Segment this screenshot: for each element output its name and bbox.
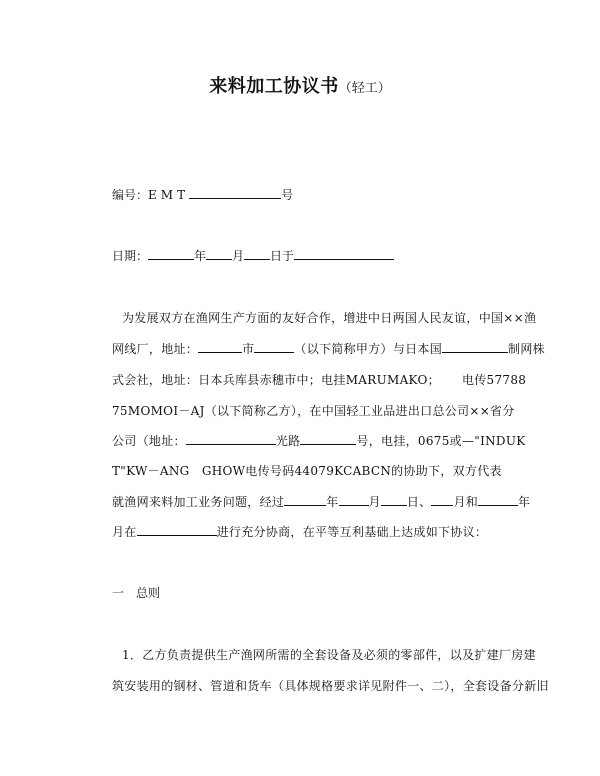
date-day-blank bbox=[244, 247, 270, 260]
date-month-blank bbox=[206, 247, 232, 260]
house-number-blank bbox=[300, 432, 356, 445]
preamble-text: 市 bbox=[242, 342, 255, 356]
preamble-text: 式会社，地址：日本兵库县赤穗市中；电挂MARUMAKO； bbox=[112, 373, 440, 387]
preamble-line-4 bbox=[112, 402, 515, 420]
date-year-blank bbox=[148, 247, 194, 260]
preamble-text: T"KW－ANG GHOW电传号码44079KCABCN的协助下，双方代表 bbox=[112, 464, 502, 478]
preamble-line-1 bbox=[122, 309, 536, 327]
preamble-text: 为发展双方在渔网生产方面的友好合作，增进中日两国人民友谊，中国××渔 bbox=[122, 311, 537, 325]
preamble-text: 号，电挂，0675或—"INDUK bbox=[356, 434, 526, 448]
number-label: 编号： bbox=[112, 188, 149, 202]
preamble-text: 月 bbox=[368, 495, 381, 509]
date-line bbox=[112, 247, 394, 265]
preamble-line-7 bbox=[112, 493, 530, 511]
day-blank-1 bbox=[381, 493, 407, 506]
document-title bbox=[0, 72, 600, 98]
address-blank bbox=[254, 340, 294, 353]
city-blank bbox=[198, 340, 242, 353]
preamble-text: 年 bbox=[326, 495, 339, 509]
date-month-label: 月 bbox=[232, 249, 245, 263]
place-blank bbox=[137, 523, 217, 536]
date-day-label: 日于 bbox=[270, 249, 295, 263]
preamble-text: 月和 bbox=[453, 495, 479, 509]
road-blank bbox=[186, 432, 276, 445]
preamble-text: 光路 bbox=[275, 434, 301, 448]
preamble-text: 75MOMOI－AJ（以下简称乙方），在中国轻工业品进出口总公司××省分 bbox=[112, 404, 515, 418]
clause-text: 筑安装用的钢材、管道和货车（具体规格要求详见附件一、二），全套设备分新旧 bbox=[112, 679, 549, 693]
preamble-line-8 bbox=[112, 523, 487, 541]
preamble-line-6 bbox=[112, 462, 502, 480]
preamble-text: 制网株 bbox=[508, 342, 545, 356]
preamble-line-5 bbox=[112, 432, 526, 450]
preamble-text: 月在 bbox=[112, 525, 137, 539]
preamble-text: 公司（地址： bbox=[112, 434, 186, 448]
clause-text: 1．乙方负责提供生产渔网所需的全套设备及必须的零部件，以及扩建厂房建 bbox=[122, 648, 536, 662]
section-heading bbox=[112, 584, 160, 602]
month-blank-2 bbox=[431, 493, 453, 506]
company-blank bbox=[442, 340, 508, 353]
title-subtitle: （轻工） bbox=[338, 81, 391, 96]
year-blank-1 bbox=[284, 493, 326, 506]
preamble-line-2 bbox=[112, 340, 545, 358]
number-code: EMT bbox=[148, 188, 190, 202]
year-blank-2 bbox=[478, 493, 518, 506]
preamble-text: （以下简称甲方）与日本国 bbox=[294, 342, 443, 356]
preamble-text: 年 bbox=[518, 495, 531, 509]
preamble-text: 进行充分协商，在平等互利基础上达成如下协议： bbox=[216, 525, 488, 539]
section-heading-text: 一 总则 bbox=[112, 586, 161, 600]
number-suffix: 号 bbox=[281, 188, 294, 202]
date-place-blank bbox=[294, 247, 394, 260]
clause-1-line-1 bbox=[122, 646, 536, 664]
title-main: 来料加工协议书 bbox=[209, 76, 339, 97]
number-line bbox=[112, 186, 293, 204]
preamble-line-3 bbox=[112, 371, 526, 389]
preamble-text: 网线厂，地址： bbox=[112, 342, 199, 356]
month-blank-1 bbox=[339, 493, 369, 506]
clause-1-line-2 bbox=[112, 677, 549, 695]
preamble-text: 就渔网来料加工业务问题，经过 bbox=[112, 495, 285, 509]
preamble-text: 日、 bbox=[406, 495, 432, 509]
number-blank bbox=[189, 186, 281, 199]
date-year-label: 年 bbox=[194, 249, 207, 263]
date-label: 日期： bbox=[112, 249, 149, 263]
preamble-text: 电传57788 bbox=[461, 373, 527, 387]
